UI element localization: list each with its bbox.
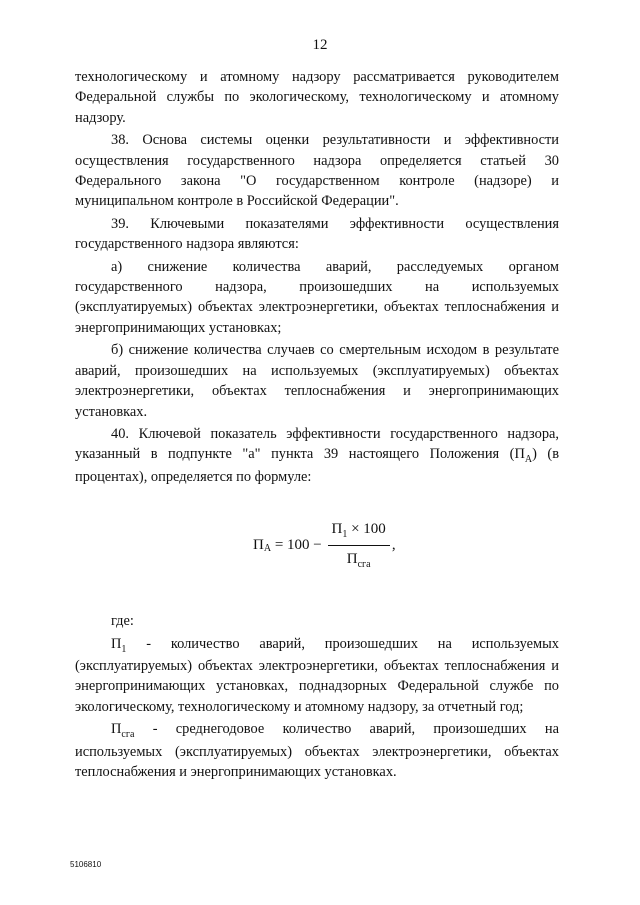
formula [253,519,396,571]
definition-psga-symbol: П [111,721,122,738]
footer-code: 5106810 [70,860,102,869]
paragraph-intro: технологическому и атомному надзору рассматривается руководителем Федеральной службы по экологическому, технологическому и атомному надзору. [75,69,559,126]
formula-lhs: П [253,536,264,553]
paragraph-39-a: а) снижение количества аварий, расследуемых органом государственного надзора, произошедших на используемых (эксплуатируемых) объектах электроэнергетики, объектах теплоснабжения и энергопринимающих установках; [75,258,559,336]
paragraph-40-text-start: 40. Ключевой показатель эффективности государственного надзора, указанный в подпункте "а" пункта 39 настоящего Положения (П [75,425,559,463]
formula-block [75,491,559,611]
paragraph-40-text-end: ) (в процентах), определяется по формуле: [75,446,559,485]
definition-p1-text: - количество аварий, произошедших на используемых (эксплуатируемых) объектах электроэнергетики, объектах теплоснабжения и энергопринимающих установках, поднадзорных Федеральной службе по экологическому, технологическому и атомному надзору, за отчетный год; [75,635,559,715]
page-number: 12 [312,37,328,53]
formula-equals: = 100 − [271,536,326,553]
definition-p1-symbol: П [111,635,122,652]
where-label: где: [111,613,134,630]
formula-denominator-symbol: П [346,550,358,567]
definition-p1 [75,634,559,718]
document-body [75,67,559,782]
paragraph-39: 39. Ключевыми показателями эффективности осуществления государственного надзора являются: [75,215,559,253]
formula-denominator-subscript: сга [357,558,371,570]
definition-psga-text: - среднегодовое количество аварий, произошедших на используемых (эксплуатируемых) объектах электроэнергетики, объектах теплоснабжения и энергопринимающих установках. [75,721,559,780]
formula-comma: , [391,536,396,553]
definition-psga [75,719,559,782]
paragraph-40 [75,424,559,487]
formula-fraction [328,519,390,571]
definition-p1-subscript: 1 [121,643,127,655]
formula-numerator [328,519,390,545]
formula-numerator-subscript: 1 [342,529,348,541]
formula-lhs-subscript: А [263,542,272,554]
formula-numerator-rest: × 100 [347,521,386,538]
formula-denominator [343,546,375,571]
paragraph-39-b: б) снижение количества случаев со смертельным исходом в результате аварий, произошедших на используемых (эксплуатируемых) объектах электроэнергетики, объектах теплоснабжения и энергопринимающих установках. [75,342,559,420]
definition-psga-subscript: сга [121,729,135,741]
paragraph-40-subscript: А [524,454,533,466]
paragraph-38: 38. Основа системы оценки результативности и эффективности осуществления государственного надзора определяется статьей 30 Федерального закона "О государственном контроле (надзоре) и муниципальном контроле в Российской Федерации". [75,132,559,210]
formula-numerator-symbol: П [331,521,343,538]
